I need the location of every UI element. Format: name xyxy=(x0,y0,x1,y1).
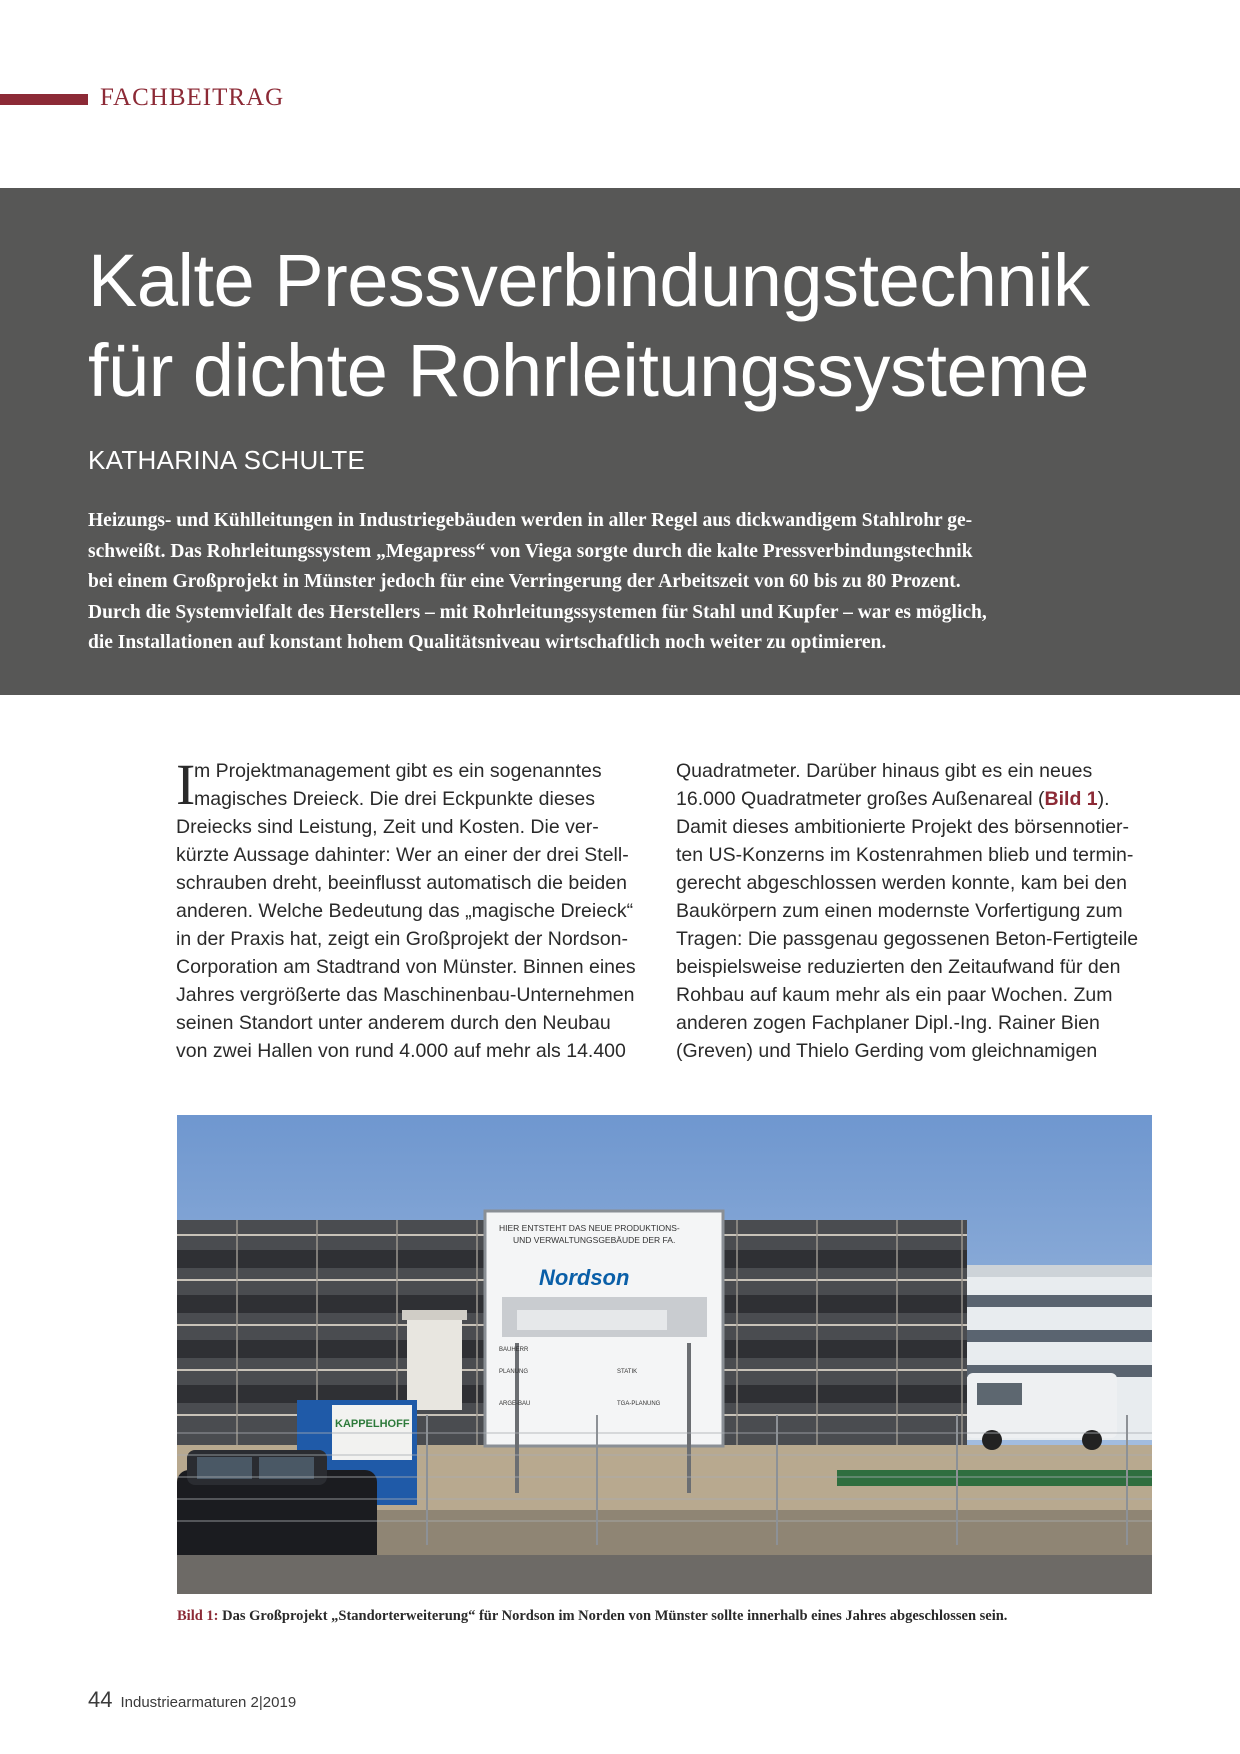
article-lead xyxy=(88,506,1148,659)
body-line: Jahres vergrößerte das Maschinenbau-Unternehmen xyxy=(176,984,635,1006)
page-footer xyxy=(88,1687,296,1713)
body-line: kürzte Aussage dahinter: Wer an einer der drei Stell- xyxy=(176,844,629,866)
body-line: Baukörpern zum einen modernste Vorfertigung zum xyxy=(676,900,1123,922)
sign-section-label: BAUHERR xyxy=(499,1347,529,1353)
lead-line: Durch die Systemvielfalt des Herstellers – mit Rohrleitungssystemen für Stahl und Kupfer – war es möglich, xyxy=(88,601,987,623)
sign-section-label: STATIK xyxy=(617,1369,638,1375)
body-line: anderen. Welche Bedeutung das „magische Dreieck“ xyxy=(176,900,634,922)
sign-logo: Nordson xyxy=(539,1265,630,1290)
body-line: in der Praxis hat, zeigt ein Großprojekt der Nordson- xyxy=(176,928,628,950)
body-text: ). xyxy=(1097,788,1110,810)
container-brand: KAPPELHOFF xyxy=(335,1418,410,1430)
lead-line: Heizungs- und Kühlleitungen in Industriegebäuden werden in aller Regel aus dickwandigem Stahlrohr ge- xyxy=(88,510,973,531)
section-label: FACHBEITRAG xyxy=(100,84,285,111)
body-line: anderen zogen Fachplaner Dipl.-Ing. Rainer Bien xyxy=(676,1012,1100,1034)
sign-section-label: PLANUNG xyxy=(499,1369,529,1375)
drop-cap: I xyxy=(176,752,196,817)
body-line: Corporation am Stadtrand von Münster. Binnen eines xyxy=(176,956,636,978)
body-line: von zwei Hallen von rund 4.000 auf mehr als 14.400 xyxy=(176,1040,626,1062)
drop-cap-paragraph xyxy=(176,752,652,817)
body-line: schrauben dreht, beeinflusst automatisch die beiden xyxy=(176,872,627,894)
body-line: (Greven) und Thielo Gerding vom gleichnamigen xyxy=(676,1040,1098,1062)
body-column-right xyxy=(676,757,1152,1065)
journal-issue: Industriearmaturen 2|2019 xyxy=(120,1694,297,1711)
caption-label: Bild 1: xyxy=(177,1608,219,1624)
body-line: Rohbau auf kaum mehr als ein paar Wochen. Zum xyxy=(676,984,1113,1006)
body-line: m Projektmanagement gibt es ein sogenanntes xyxy=(194,760,602,782)
sign-section-label: TGA-PLANUNG xyxy=(617,1401,661,1407)
body-line: magisches Dreieck. Die drei Eckpunkte dieses xyxy=(194,788,596,810)
article-title-line: für dichte Rohrleitungssysteme xyxy=(88,329,1089,412)
figure-caption xyxy=(177,1608,1177,1625)
caption-text: Das Großprojekt „Standorterweiterung“ für Nordson im Norden von Münster sollte innerhalb eines Jahres abgeschlossen sein. xyxy=(218,1608,1008,1624)
figure-reference-link[interactable]: Bild 1 xyxy=(1044,788,1098,810)
body-line-with-reference xyxy=(676,785,1152,813)
body-line: seinen Standort unter anderem durch den Neubau xyxy=(176,1012,611,1034)
lead-line: schweißt. Das Rohrleitungssystem „Megapress“ von Viega sorgte durch die kalte Pressverbindungstechnik xyxy=(88,540,973,562)
article-title xyxy=(88,236,1208,416)
body-line: gerecht abgeschlossen werden konnte, kam bei den xyxy=(676,872,1127,894)
body-line: beispielsweise reduzierten den Zeitaufwand für den xyxy=(676,956,1121,978)
body-column-left xyxy=(176,752,652,1065)
construction-site-photo xyxy=(177,1115,1152,1594)
lead-line: die Installationen auf konstant hohem Qualitätsniveau wirtschaftlich noch weiter zu optimieren. xyxy=(88,632,887,653)
body-text: 16.000 Quadratmeter großes Außenareal ( xyxy=(676,788,1045,810)
sign-headline: HIER ENTSTEHT DAS NEUE PRODUKTIONS- xyxy=(499,1223,680,1233)
body-line: Dreiecks sind Leistung, Zeit und Kosten. Die ver- xyxy=(176,816,599,838)
photo-illustration xyxy=(177,1115,1152,1594)
body-line: Damit dieses ambitionierte Projekt des börsennotier- xyxy=(676,816,1130,838)
body-line: ten US-Konzerns im Kostenrahmen blieb und termin- xyxy=(676,844,1134,866)
page-number: 44 xyxy=(88,1687,113,1712)
article-author: KATHARINA SCHULTE xyxy=(88,445,366,475)
body-line: Tragen: Die passgenau gegossenen Beton-Fertigteile xyxy=(676,928,1139,950)
sign-headline: UND VERWALTUNGSGEBÄUDE DER FA. xyxy=(513,1235,676,1245)
lead-line: bei einem Großprojekt in Münster jedoch für eine Verringerung der Arbeitszeit von 60 bis zu 80 Prozent. xyxy=(88,571,961,592)
body-line: Quadratmeter. Darüber hinaus gibt es ein neues xyxy=(676,760,1093,782)
sign-section-label: ARGE-BAU xyxy=(499,1401,531,1407)
article-title-line: Kalte Pressverbindungstechnik xyxy=(88,239,1090,322)
section-accent-bar xyxy=(0,94,88,105)
